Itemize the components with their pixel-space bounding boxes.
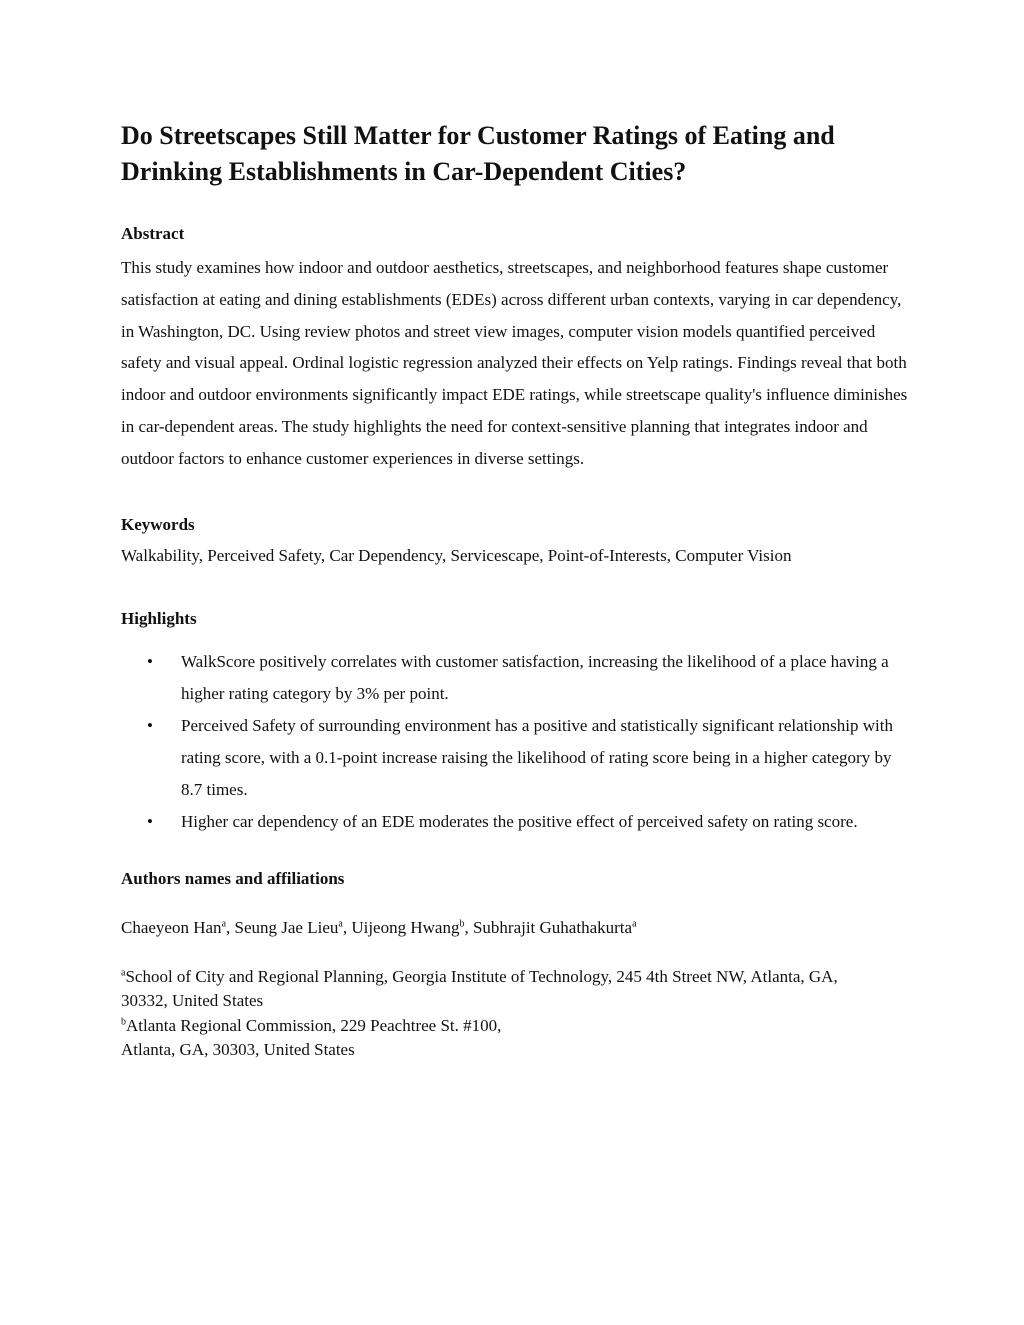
author-name: Uijeong Hwang xyxy=(351,917,460,937)
keywords-body: Walkability, Perceived Safety, Car Dependency, Servicescape, Point-of-Interests, Computer Vision xyxy=(121,545,792,565)
paper-page xyxy=(121,118,911,1063)
affiliation-b xyxy=(121,1014,911,1063)
author-affiliation-mark: a xyxy=(221,917,227,929)
title-line-1: Do Streetscapes Still Matter for Customer Ratings of Eating and xyxy=(121,121,835,150)
author-name: Subhrajit Guhathakurta xyxy=(472,917,633,937)
bullet-icon: • xyxy=(147,811,153,831)
author-affiliation-mark: b xyxy=(459,917,465,929)
affiliation-b-line-2: Atlanta, GA, 30303, United States xyxy=(121,1040,355,1060)
affiliation-a-line-2: 30332, United States xyxy=(121,991,264,1011)
author-name: Seung Jae Lieu xyxy=(234,917,339,937)
highlight-text: Higher car dependency of an EDE moderates the positive effect of perceived safety on rating score. xyxy=(181,811,858,831)
author-affiliation-mark: a xyxy=(338,917,343,929)
highlight-item xyxy=(121,710,911,806)
highlights-heading: Highlights xyxy=(121,608,197,628)
highlight-text: WalkScore positively correlates with customer satisfaction, increasing the likelihood of a place having a higher rating category by 3% per point. xyxy=(181,651,889,703)
keywords-heading: Keywords xyxy=(121,514,195,534)
highlights-list xyxy=(121,646,911,838)
affiliation-a-line-1: School of City and Regional Planning, Georgia Institute of Technology, 245 4th Street NW, Atlanta, GA, xyxy=(125,966,838,986)
authors-heading: Authors names and affiliations xyxy=(121,868,345,888)
highlight-item xyxy=(121,806,911,838)
author-separator: , xyxy=(226,917,235,937)
highlight-item xyxy=(121,646,911,710)
highlight-text: Perceived Safety of surrounding environment has a positive and statistically significant relationship with rating score, with a 0.1-point increase raising the likelihood of rating score being in a higher category by 8.7 times. xyxy=(181,715,893,799)
title-line-2: Drinking Establishments in Car-Dependent Cities? xyxy=(121,157,687,186)
bullet-icon: • xyxy=(147,715,153,735)
paper-title xyxy=(121,118,911,190)
affiliation-mark: a xyxy=(121,966,126,978)
author-separator: , xyxy=(342,917,352,937)
bullet-icon: • xyxy=(147,651,153,671)
author-name: Chaeyeon Han xyxy=(121,917,222,937)
author-affiliation-mark: a xyxy=(632,917,637,929)
author-list xyxy=(121,917,911,939)
affiliation-a xyxy=(121,965,911,1014)
abstract-heading: Abstract xyxy=(121,224,185,243)
affiliation-mark: b xyxy=(121,1015,126,1027)
author-separator: , xyxy=(464,917,473,937)
affiliation-b-line-1: Atlanta Regional Commission, 229 Peachtree St. #100, xyxy=(126,1015,502,1035)
abstract-body: This study examines how indoor and outdoor aesthetics, streetscapes, and neighborhood features shape customer satisfaction at eating and dining establishments (EDEs) across different urban contexts, varying in car dependency, in Washington, DC. Using review photos and street view images, computer vision models quantified perceived safety and visual appeal. Ordinal logistic regression analyzed their effects on Yelp ratings. Findings reveal that both indoor and outdoor environments significantly impact EDE ratings, while streetscape quality's influence diminishes in car-dependent areas. The study highlights the need for context-sensitive planning that integrates indoor and outdoor factors to enhance customer experiences in diverse settings. xyxy=(121,258,908,468)
